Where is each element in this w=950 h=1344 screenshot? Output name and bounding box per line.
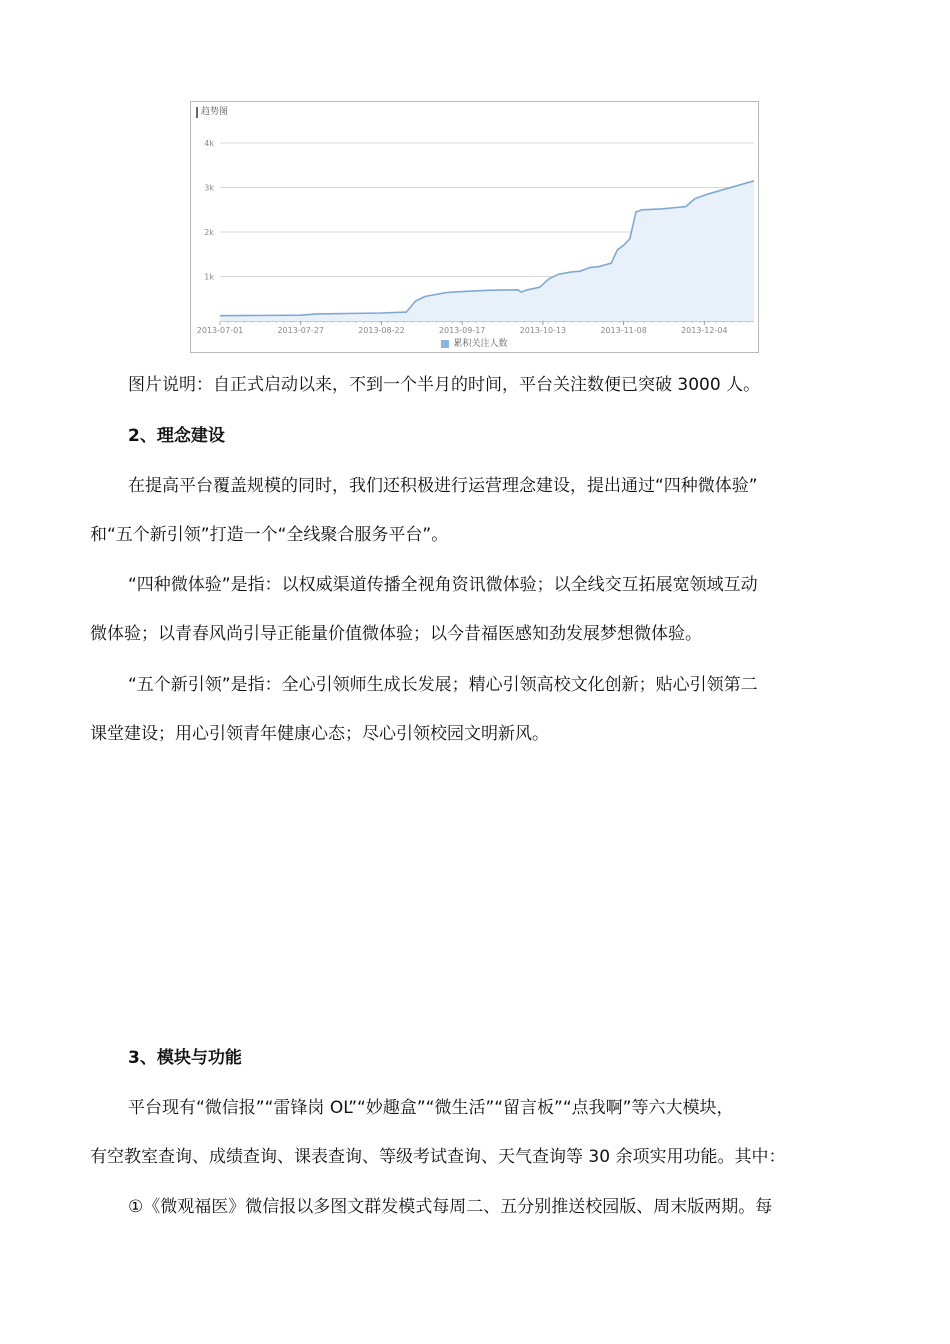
y-tick-label: 4k xyxy=(204,139,214,148)
image-caption: 图片说明：自正式启动以来，不到一个半月的时间，平台关注数便已突破 3000 人。 xyxy=(128,375,761,395)
x-tick-label: 2013-08-22 xyxy=(358,326,405,335)
section-3-paragraph-2-line-1: ①《微观福医》微信报以多图文群发模式每周二、五分别推送校园版、周末版两期。每 xyxy=(128,1197,773,1217)
section-2-heading: 2、理念建设 xyxy=(128,426,225,446)
y-tick-label: 3k xyxy=(204,183,214,193)
trend-chart xyxy=(190,101,759,353)
chart-legend xyxy=(191,339,758,350)
section-3-paragraph-1-line-2: 有空教室查询、成绩查询、课表查询、等级考试查询、天气查询等 30 余项实用功能。其中： xyxy=(90,1147,786,1167)
section-2-paragraph-1-line-2: 和“五个新引领”打造一个“全线聚合服务平台”。 xyxy=(90,525,449,545)
section-2-paragraph-2-line-1: “四种微体验”是指：以权威渠道传播全视角资讯微体验；以全线交互拓展宽领域互动 xyxy=(128,575,758,595)
section-2-paragraph-1-line-1: 在提高平台覆盖规模的同时，我们还积极进行运营理念建设，提出通过“四种微体验” xyxy=(128,476,758,496)
legend-swatch xyxy=(441,340,449,348)
x-tick-label: 2013-07-27 xyxy=(277,326,324,335)
chart-title: 趋势图 xyxy=(196,107,228,118)
chart-plot xyxy=(191,102,758,352)
x-tick-label: 2013-10-13 xyxy=(519,326,567,335)
legend-label: 累积关注人数 xyxy=(453,339,508,349)
x-tick-label: 2013-09-17 xyxy=(438,326,486,335)
series-area xyxy=(220,181,754,321)
x-tick-label: 2013-11-08 xyxy=(600,326,647,335)
y-tick-label: 1k xyxy=(204,272,214,282)
y-tick-label: 2k xyxy=(204,228,214,237)
section-2-paragraph-3-line-1: “五个新引领”是指：全心引领师生成长发展；精心引领高校文化创新；贴心引领第二 xyxy=(128,675,758,695)
x-tick-label: 2013-07-01 xyxy=(196,326,244,335)
x-tick-label: 2013-12-04 xyxy=(681,326,728,335)
section-3-heading: 3、模块与功能 xyxy=(128,1048,242,1068)
section-2-paragraph-2-line-2: 微体验；以青春风尚引导正能量价值微体验；以今昔福医感知劲发展梦想微体验。 xyxy=(90,624,702,644)
section-3-paragraph-1-line-1: 平台现有“微信报”“雷锋岗 OL”“妙趣盒”“微生活”“留言板”“点我啊”等六大模块， xyxy=(128,1098,734,1118)
section-2-paragraph-3-line-2: 课堂建设；用心引领青年健康心态；尽心引领校园文明新风。 xyxy=(90,724,549,744)
